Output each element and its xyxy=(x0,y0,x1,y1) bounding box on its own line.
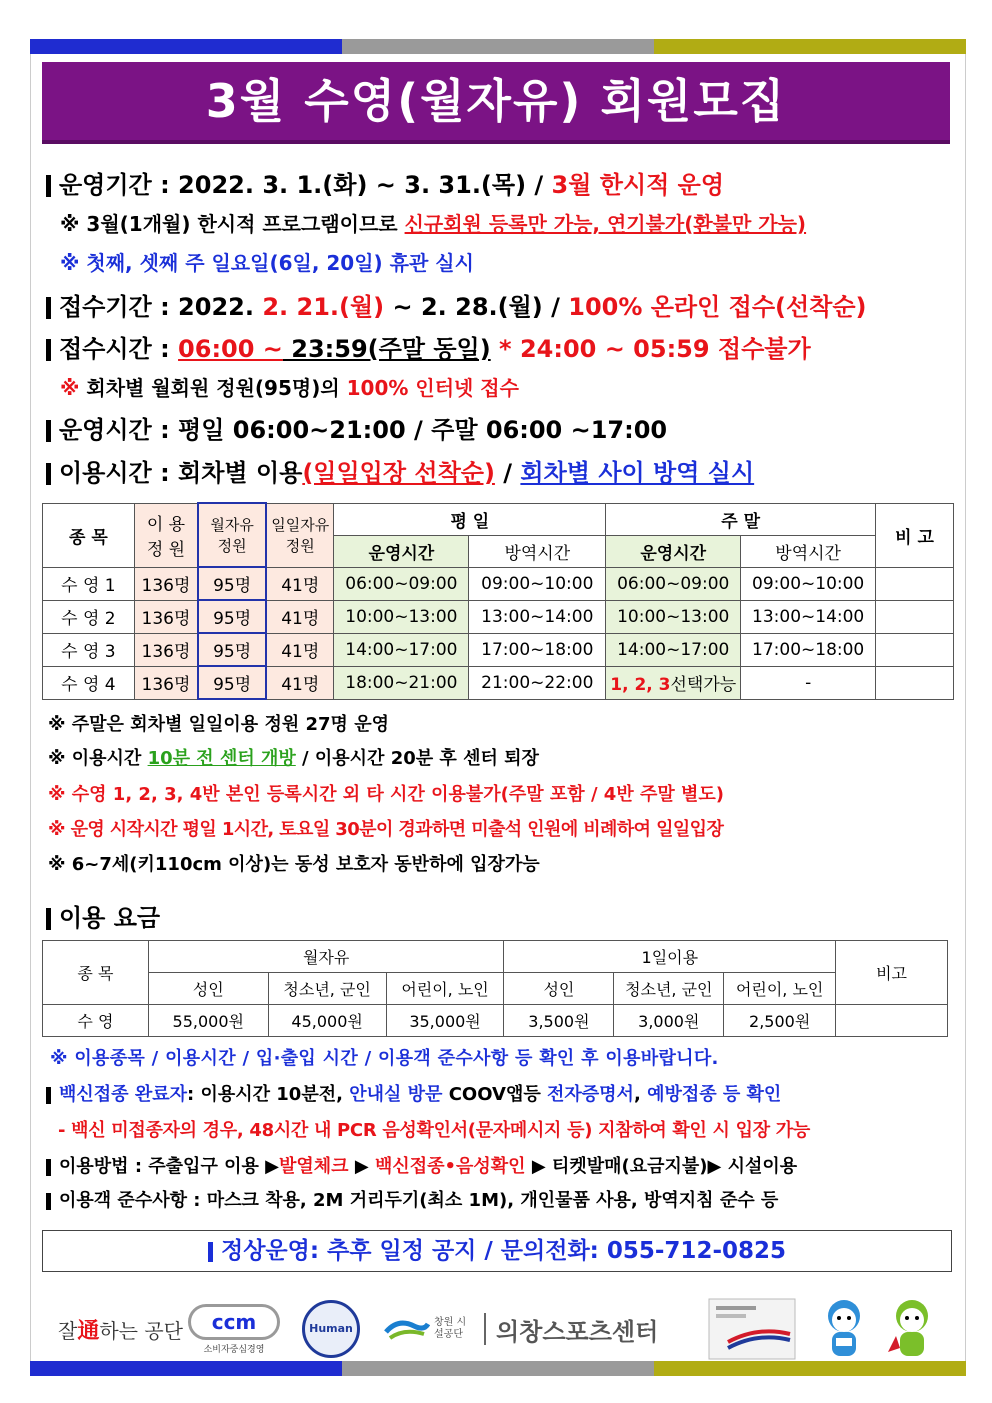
th-weekday-disinfect: 방역시간 xyxy=(469,535,606,567)
row-name: 수 영 3 xyxy=(43,633,135,666)
th-item: 종 목 xyxy=(43,503,135,567)
fee-footnote: ※ 이용종목 / 이용시간 / 입·출입 시간 / 이용객 준수사항 등 확인 후 이용바랍니다. xyxy=(50,1048,719,1069)
notice-closed-days: ※ 첫째, 셋째 주 일요일(6일, 20일) 휴관 실시 xyxy=(60,251,474,275)
row-capacity: 136명 xyxy=(134,633,198,666)
row-monthly: 95명 xyxy=(198,633,266,666)
row-note xyxy=(876,633,954,666)
row-note xyxy=(876,666,954,699)
row-daily: 41명 xyxy=(266,567,334,600)
fee-table xyxy=(42,940,948,1037)
table-row xyxy=(43,633,954,666)
human-rights-logo: Human xyxy=(302,1294,360,1364)
fee-heading: 이용 요금 xyxy=(46,898,160,933)
row-weekday-op: 10:00~13:00 xyxy=(334,600,469,633)
th-fee-monthly: 월자유 xyxy=(148,941,504,973)
operating-hours: 운영시간 : 평일 06:00~21:00 / 주말 06:00 ~17:00 xyxy=(46,410,667,445)
th-youth: 청소년, 군인 xyxy=(614,973,724,1005)
th-daily-capacity: 일일자유 정원 xyxy=(266,503,334,567)
rule-usage-method: 이용방법 : 주출입구 이용 ▶발열체크 ▶ 백신접종•음성확인 ▶ 티켓발매(요금지불)▶ 시설이용 xyxy=(46,1152,797,1178)
row-capacity: 136명 xyxy=(134,666,198,699)
th-adult: 성인 xyxy=(504,973,614,1005)
table-row xyxy=(43,666,954,699)
th-fee-item: 종 목 xyxy=(43,941,149,1005)
slogan-logo: 잘 通 하는 공단 xyxy=(58,1318,183,1344)
fee-value: 3,500원 xyxy=(504,1005,614,1037)
notice-temporary: ※ 3월(1개월) 한시적 프로그램이므로 신규회원 등록만 가능, 연기불가(환불만 가능) xyxy=(60,212,807,236)
fee-value: 55,000원 xyxy=(148,1005,268,1037)
row-note xyxy=(876,600,954,633)
note-open-time: ※ 이용시간 10분 전 센터 개방 / 이용시간 20분 후 센터 퇴장 xyxy=(48,748,539,769)
row-daily: 41명 xyxy=(266,600,334,633)
row-name: 수 영 4 xyxy=(43,666,135,699)
th-fee-note: 비고 xyxy=(836,941,948,1005)
row-weekend-disinfect: 17:00~18:00 xyxy=(741,633,876,666)
page-title: 3월 수영(월자유) 회원모집 xyxy=(42,62,950,144)
contact-notice: 정상운영: 추후 일정 공지 / 문의전화: 055-712-0825 xyxy=(42,1230,952,1272)
row-weekday-disinfect: 09:00~10:00 xyxy=(469,567,606,600)
table-row xyxy=(43,567,954,600)
th-capacity: 이 용 정 원 xyxy=(134,503,198,567)
th-weekday: 평 일 xyxy=(334,503,606,535)
row-monthly: 95명 xyxy=(198,666,266,699)
registration-time: 접수시간 : 06:00 ~ 23:59(주말 동일) * 24:00 ~ 05:59 접수불가 xyxy=(46,329,811,364)
note-class-restriction: ※ 수영 1, 2, 3, 4반 본인 등록시간 외 타 시간 이용불가(주말 포함 / 4반 주말 별도) xyxy=(48,784,725,805)
row-monthly: 95명 xyxy=(198,600,266,633)
schedule-table xyxy=(42,502,954,700)
top-color-bar xyxy=(30,39,966,54)
th-weekend: 주 말 xyxy=(606,503,876,535)
operation-period: 운영기간 : 2022. 3. 1.(화) ~ 3. 31.(목) / 3월 한시적 운영 xyxy=(46,165,724,200)
row-weekday-op: 14:00~17:00 xyxy=(334,633,469,666)
award-emblem-icon xyxy=(708,1298,796,1360)
mascot-icon xyxy=(812,1296,876,1362)
row-weekday-op: 18:00~21:00 xyxy=(334,666,469,699)
th-weekend-disinfect: 방역시간 xyxy=(741,535,876,567)
note-children: ※ 6~7세(키110cm 이상)는 동성 보호자 동반하에 입장가능 xyxy=(48,854,540,875)
service-award-logo xyxy=(708,1294,796,1364)
row-weekend-disinfect: - xyxy=(741,666,876,699)
fee-value: 35,000원 xyxy=(386,1005,504,1037)
notice-online: ※ 회차별 월회원 정원(95명)의 100% 인터넷 접수 xyxy=(60,376,519,400)
table-row xyxy=(43,600,954,633)
mascot-green xyxy=(880,1294,944,1364)
row-weekend-op: 14:00~17:00 xyxy=(606,633,741,666)
row-weekend-disinfect: 09:00~10:00 xyxy=(741,567,876,600)
fee-row-name: 수 영 xyxy=(43,1005,149,1037)
usage-time: 이용시간 : 회차별 이용(일일입장 선착순) / 회차별 사이 방역 실시 xyxy=(46,453,754,488)
row-weekday-disinfect: 21:00~22:00 xyxy=(469,666,606,699)
mascot-blue xyxy=(812,1294,876,1364)
fee-value: 2,500원 xyxy=(724,1005,836,1037)
rule-vaccinated: 백신접종 완료자: 이용시간 10분전, 안내실 방문 COOV앱등 전자증명서, 예방접종 등 확인 xyxy=(46,1080,781,1106)
center-logo: 창원 시설공단 의창스포츠센터 xyxy=(384,1294,658,1364)
row-weekday-disinfect: 13:00~14:00 xyxy=(469,600,606,633)
th-monthly-capacity: 월자유 정원 xyxy=(198,503,266,567)
fee-value: 3,000원 xyxy=(614,1005,724,1037)
row-weekday-op: 06:00~09:00 xyxy=(334,567,469,600)
row-weekend-op: 1, 2, 3선택가능 xyxy=(606,666,741,699)
row-weekend-disinfect: 13:00~14:00 xyxy=(741,600,876,633)
registration-period: 접수기간 : 2022. 2. 21.(월) ~ 2. 28.(월) / 100% 온라인 접수(선착순) xyxy=(46,287,867,322)
bottom-color-bar xyxy=(30,1361,966,1376)
row-daily: 41명 xyxy=(266,633,334,666)
row-daily: 41명 xyxy=(266,666,334,699)
th-note: 비 고 xyxy=(876,503,954,567)
row-note xyxy=(876,567,954,600)
note-weekend-capacity: ※ 주말은 회차별 일일이용 정원 27명 운영 xyxy=(48,714,389,735)
table-row xyxy=(43,1005,948,1037)
fee-note xyxy=(836,1005,948,1037)
th-weekend-op: 운영시간 xyxy=(606,535,741,567)
row-weekend-op: 06:00~09:00 xyxy=(606,567,741,600)
mascot-icon xyxy=(880,1296,944,1362)
th-fee-daily: 1일이용 xyxy=(504,941,836,973)
row-weekday-disinfect: 17:00~18:00 xyxy=(469,633,606,666)
th-adult: 성인 xyxy=(148,973,268,1005)
rule-compliance: 이용객 준수사항 : 마스크 착용, 2M 거리두기(최소 1M), 개인물품 사용, 방역지침 준수 등 xyxy=(46,1186,778,1212)
rule-unvaccinated: - 백신 미접종자의 경우, 48시간 내 PCR 음성확인서(문자메시지 등) 지참하여 확인 시 입장 가능 xyxy=(58,1120,810,1141)
fee-value: 45,000원 xyxy=(268,1005,386,1037)
th-weekday-op: 운영시간 xyxy=(334,535,469,567)
th-youth: 청소년, 군인 xyxy=(268,973,386,1005)
wave-icon xyxy=(384,1316,430,1342)
row-monthly: 95명 xyxy=(198,567,266,600)
th-child: 어린이, 노인 xyxy=(386,973,504,1005)
th-child: 어린이, 노인 xyxy=(724,973,836,1005)
row-weekend-op: 10:00~13:00 xyxy=(606,600,741,633)
row-name: 수 영 1 xyxy=(43,567,135,600)
row-name: 수 영 2 xyxy=(43,600,135,633)
note-daily-entry: ※ 운영 시작시간 평일 1시간, 토요일 30분이 경과하면 미출석 인원에 비례하여 일일입장 xyxy=(48,819,724,840)
row-capacity: 136명 xyxy=(134,600,198,633)
row-capacity: 136명 xyxy=(134,567,198,600)
ccm-logo: ccm 소비자중심경영 xyxy=(188,1294,280,1364)
